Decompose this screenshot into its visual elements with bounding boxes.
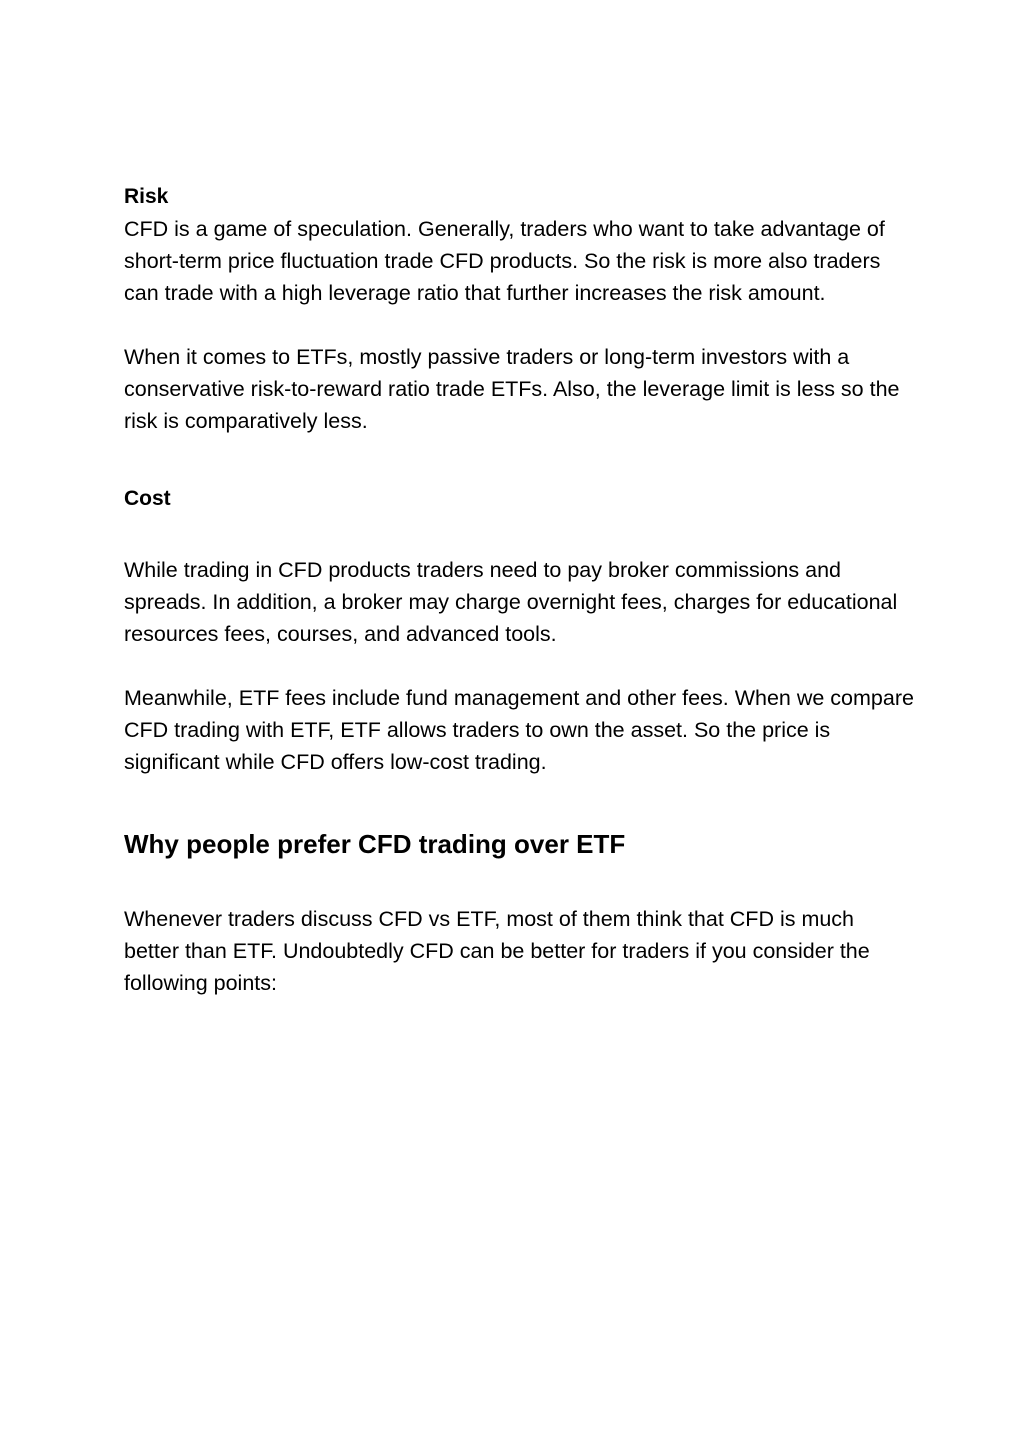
risk-heading: Risk	[124, 185, 169, 208]
cost-heading: Cost	[124, 487, 171, 510]
paragraph-spacer	[124, 309, 914, 341]
section-spacer	[124, 437, 914, 483]
cost-paragraph-2: Meanwhile, ETF fees include fund management and other fees. When we compare CFD trading with ETF, ETF allows traders to own the asset. So the price is significant while CFD offers low-cost trading.	[124, 686, 914, 774]
cost-paragraph-1: While trading in CFD products traders need to pay broker commissions and spreads. In addition, a broker may charge overnight fees, charges for educational resources fees, courses, and advanced tools.	[124, 558, 898, 646]
why-prefer-paragraph-1: Whenever traders discuss CFD vs ETF, most of them think that CFD is much better than ETF. Undoubtedly CFD can be better for traders if you consider the following points:	[124, 907, 870, 995]
risk-paragraph-1: CFD is a game of speculation. Generally, traders who want to take advantage of short-term price fluctuation trade CFD products. So the risk is more also traders can trade with a high leverage ratio that further increases the risk amount.	[124, 217, 885, 305]
paragraph-spacer	[124, 864, 914, 903]
why-prefer-heading: Why people prefer CFD trading over ETF	[124, 829, 626, 859]
document-content	[124, 181, 914, 999]
section-spacer	[124, 778, 914, 824]
paragraph-spacer	[124, 650, 914, 682]
risk-paragraph-2: When it comes to ETFs, mostly passive traders or long-term investors with a conservative risk-to-reward ratio trade ETFs. Also, the leverage limit is less so the risk is comparatively less.	[124, 345, 900, 433]
paragraph-spacer	[124, 515, 914, 554]
